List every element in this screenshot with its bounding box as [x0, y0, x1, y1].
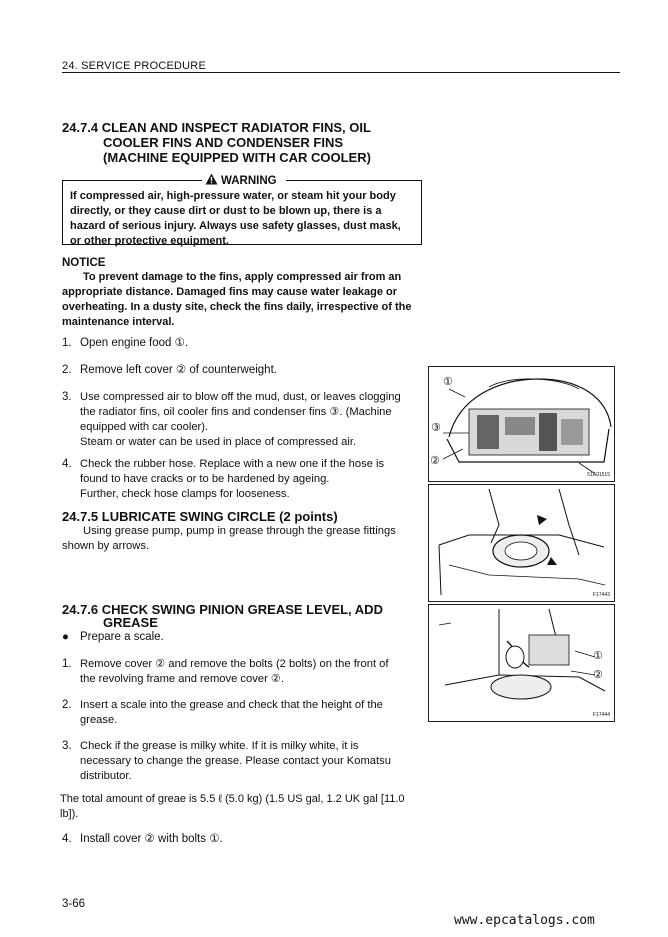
callout-2: ②	[430, 454, 440, 467]
step-line: Steam or water can be used in place of compressed air.	[80, 436, 357, 448]
section-title-line1: 24.7.4 CLEAN AND INSPECT RADIATOR FINS, OIL	[62, 120, 371, 135]
callout-1: ①	[443, 375, 453, 388]
step-text-block	[80, 457, 425, 502]
notice-title: NOTICE	[62, 257, 106, 269]
step-line: the revolving frame and remove cover ②.	[80, 673, 285, 685]
step-number: 3.	[62, 391, 72, 403]
notice-text	[62, 270, 432, 330]
footer-url[interactable]: www.epcatalogs.com	[454, 913, 595, 928]
body-line: Using grease pump, pump in grease through the grease fittings	[83, 525, 396, 537]
warning-rule-left	[62, 180, 202, 181]
callout-3: ③	[431, 421, 441, 434]
warning-title-text: WARNING	[221, 175, 277, 187]
body-line: shown by arrows.	[62, 540, 150, 552]
step-text-block	[80, 390, 425, 450]
step-line: Further, check hose clamps for looseness.	[80, 488, 290, 500]
callout-1: ①	[593, 649, 603, 662]
section-title-line1: 24.7.6 CHECK SWING PINION GREASE LEVEL, ADD	[62, 602, 383, 617]
swing-circle-illustration	[429, 485, 614, 601]
step-text-block	[80, 739, 425, 784]
step-line: the radiator fins, oil cooler fins and condenser fins ③. (Machine	[80, 406, 392, 418]
header-rule	[62, 72, 620, 73]
notice-line: appropriate distance. Damaged fins may cause water leakage or	[62, 286, 398, 298]
step-number: 4.	[62, 833, 72, 845]
engine-compartment-figure	[428, 366, 615, 482]
section-title-line3: (MACHINE EQUIPPED WITH CAR COOLER)	[103, 150, 371, 165]
swing-pinion-figure	[428, 604, 615, 722]
step-number: 2.	[62, 364, 72, 376]
section-title: 24.7.5 LUBRICATE SWING CIRCLE (2 points)	[62, 509, 338, 524]
step-number: 1.	[62, 337, 72, 349]
warning-line: If compressed air, high-pressure water, or steam hit your body	[70, 190, 396, 202]
page-number: 3-66	[62, 898, 86, 910]
step-line: Insert a scale into the grease and check that the height of the	[80, 699, 383, 711]
step-line: grease.	[80, 714, 118, 726]
step-text: Remove left cover ② of counterweight.	[80, 364, 277, 376]
notice-line: overheating. In a dusty site, check the fins daily, irrespective of the	[62, 301, 412, 313]
notice-line: To prevent damage to the fins, apply compressed air from an	[83, 271, 402, 283]
step-line: Check if the grease is milky white. If it is milky white, it is	[80, 740, 359, 752]
section-title-line2: COOLER FINS AND CONDENSER FINS	[103, 135, 344, 150]
section-title-line2: GREASE	[103, 615, 158, 630]
warning-line: or other protective equipment.	[70, 235, 229, 247]
figure-code: F17443	[593, 592, 610, 598]
figure-code: 51A01515	[587, 472, 610, 478]
engine-illustration	[429, 367, 614, 481]
warning-line: directly, or they cause dirt or dust to be blown up, there is a	[70, 205, 382, 217]
notice-line: maintenance interval.	[62, 316, 175, 328]
total-line: The total amount of greae is 5.5 ℓ (5.0 kg) (1.5 US gal, 1.2 UK gal [11.0	[60, 793, 405, 805]
step-line: found to have cracks or to be hardened by ageing.	[80, 473, 330, 485]
step-text-block	[80, 657, 425, 687]
step-text-block	[80, 698, 425, 728]
step-line: equipped with car cooler).	[80, 421, 209, 433]
bullet-text: Prepare a scale.	[80, 631, 164, 643]
step-line: Check the rubber hose. Replace with a new one if the hose is	[80, 458, 385, 470]
total-line: lb]).	[60, 808, 79, 820]
warning-title	[202, 173, 280, 187]
swing-circle-figure	[428, 484, 615, 602]
figure-code: F17444	[593, 712, 610, 718]
warning-text	[70, 189, 420, 249]
warning-icon	[205, 173, 218, 185]
bullet-icon: ●	[62, 631, 69, 643]
step-number: 2.	[62, 699, 72, 711]
step-text: Install cover ② with bolts ①.	[80, 833, 223, 845]
section-body	[62, 524, 432, 554]
step-number: 4.	[62, 458, 72, 470]
step-line: necessary to change the grease. Please contact your Komatsu	[80, 755, 391, 767]
step-text: Open engine food ①.	[80, 337, 189, 349]
step-number: 3.	[62, 740, 72, 752]
step-number: 1.	[62, 658, 72, 670]
step-line: Remove cover ② and remove the bolts (2 bolts) on the front of	[80, 658, 389, 670]
warning-line: hazard of serious injury. Always use safety glasses, dust mask,	[70, 220, 401, 232]
step-line: distributor.	[80, 770, 132, 782]
section-header: 24. SERVICE PROCEDURE	[62, 60, 206, 72]
total-amount-text	[60, 792, 430, 822]
warning-rule-right	[286, 180, 422, 181]
step-line: Use compressed air to blow off the mud, dust, or leaves clogging	[80, 391, 401, 403]
callout-2: ②	[593, 668, 603, 681]
swing-pinion-illustration	[429, 605, 614, 721]
